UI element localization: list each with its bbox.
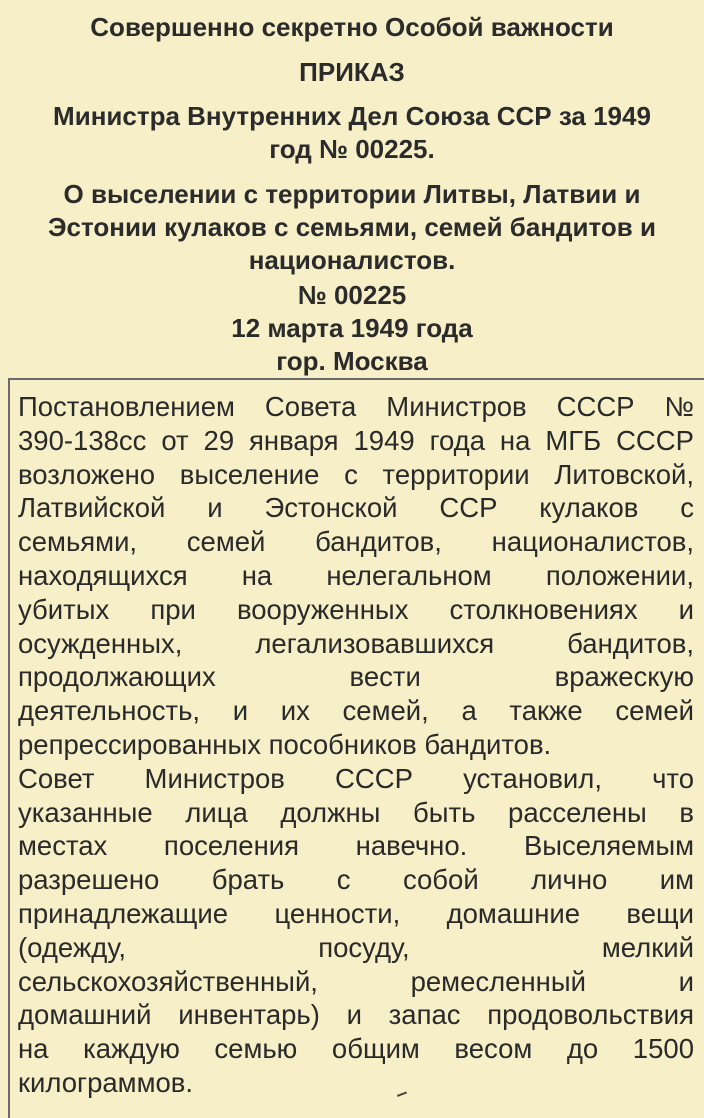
body-line: репрессированных пособников бандитов.	[18, 728, 552, 760]
document-header	[0, 0, 704, 380]
body-line: сельскохозяйственный, ремесленный и	[18, 965, 694, 997]
body-line: находящихся на нелегальном положении,	[18, 559, 694, 591]
subject-heading	[0, 178, 704, 277]
body-line: Совет Министров СССР установил, что	[18, 762, 694, 794]
body-line: Латвийской и Эстонской ССР кулаков с	[18, 492, 694, 524]
body-line: домашний инвентарь) и запас продовольствия	[18, 999, 694, 1031]
document-body	[18, 390, 694, 1100]
body-line: местах поселения навечно. Выселяемым	[18, 830, 694, 862]
order-number: № 00225	[297, 280, 407, 310]
order-date: 12 марта 1949 года	[231, 313, 473, 343]
body-line: осужденных, легализовавшихся бандитов,	[18, 627, 694, 659]
issuer-heading	[0, 100, 704, 166]
body-line: принадлежащие ценности, домашние вещи	[18, 897, 694, 929]
order-place: гор. Москва	[276, 346, 428, 376]
subject-heading-line: О выселении с территории Литвы, Латвии и	[63, 179, 641, 209]
body-line: семьями, семей бандитов, националистов,	[18, 526, 694, 558]
issuer-heading-line: год № 00225.	[269, 134, 435, 164]
body-line: деятельность, и их семей, а также семей	[18, 695, 694, 727]
body-line: (одежду, посуду, мелкий	[18, 931, 694, 963]
body-line: Постановлением Совета Министров СССР №	[18, 391, 694, 422]
body-line: килограммов.	[18, 1066, 194, 1098]
body-line: на каждую семью общим весом до 1500	[18, 1033, 694, 1065]
body-line: указанные лица должны быть расселены в	[18, 796, 694, 828]
body-line: разрешено брать с собой лично им	[18, 864, 694, 896]
subject-heading-line: националистов.	[248, 245, 456, 275]
document-type-title: ПРИКАЗ	[299, 57, 405, 87]
issuer-heading-line: Министра Внутренних Дел Союза ССР за 1949	[53, 101, 651, 131]
body-line: 390-138сс от 29 января 1949 года на МГБ СССР	[18, 424, 694, 456]
body-line: продолжающих вести вражескую	[18, 661, 694, 693]
classification-label: Совершенно секретно Особой важности	[90, 12, 614, 42]
subject-heading-line: Эстонии кулаков с семьями, семей бандитов и	[48, 212, 656, 242]
body-line: убитых при вооруженных столкновениях и	[18, 593, 694, 625]
body-line: возложено выселение с территории Литовской,	[18, 458, 694, 490]
